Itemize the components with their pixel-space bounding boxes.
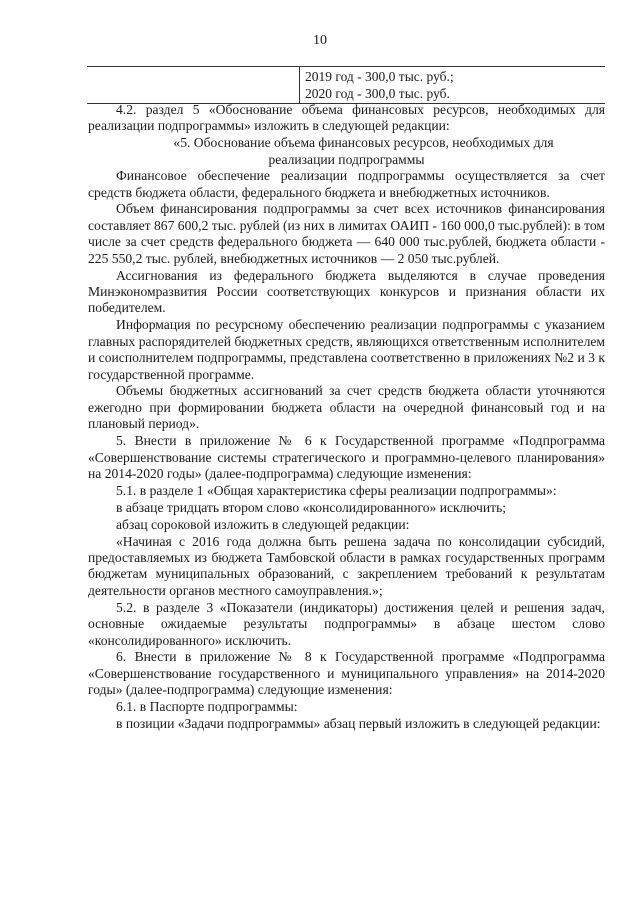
paragraph-quote-2016: «Начиная с 2016 года должна быть решена задача по консолидации субсидий, предоставляемых из бюджета Тамбовской области в рамках государственных программ бюджетам муниципальных образований, с закреплением требований к результатам деятельности органов местного самоуправления.»;	[88, 533, 605, 598]
paragraph-item-5-2: 5.2. в разделе 3 «Показатели (индикаторы) достижения целей и решения задач, основные ожидаемые результаты подпрограммы» в абзаце шестом слово «консолидированного» исключить.	[88, 599, 605, 648]
section-5-heading	[88, 135, 605, 168]
section-5-heading-line-1: «5. Обоснование объема финансовых ресурсов, необходимых для	[173, 135, 554, 151]
paragraph-federal: Ассигнования из федерального бюджета выделяются в случае проведения Минэкономразвития России соответствующих конкурсов и признания области их победителем.	[88, 267, 605, 316]
table-line-2020: 2020 год - 300,0 тыс. руб.	[305, 86, 450, 101]
paragraph-thirty-second: в абзаце тридцать втором слово «консолидированного» исключить;	[116, 499, 507, 515]
table-line-2019: 2019 год - 300,0 тыс. руб.;	[305, 69, 454, 84]
paragraph-item-5-1: 5.1. в разделе 1 «Общая характеристика сферы реализации подпрограммы»:	[116, 482, 557, 498]
document-body	[88, 102, 605, 733]
paragraph-allocations: Объемы бюджетных ассигнований за счет средств бюджета области уточняются ежегодно при формировании бюджета области на очередной финансовый год и на плановый период».	[88, 383, 605, 432]
paragraph-item-6-1: 6.1. в Паспорте подпрограммы:	[116, 699, 298, 715]
paragraph-tasks: в позиции «Задачи подпрограммы» абзац первый изложить в следующей редакции:	[116, 716, 601, 732]
paragraph-item-5: 5. Внести в приложение № 6 к Государственной программе «Подпрограмма «Совершенствование системы стратегического и программно-целевого планирования» на 2014-2020 годы» (далее-подпрограмма) следующие изменения:	[88, 433, 605, 481]
paragraph-4-2: 4.2. раздел 5 «Обоснование объема финансовых ресурсов, необходимых для реализации подпрограммы» изложить в следующей редакции:	[88, 102, 605, 134]
paragraph-volume: Объем финансирования подпрограммы за счет всех источников финансирования составляет 867 600,2 тыс. рублей (из них в лимитах ОАИП - 160 000,0 тыс.рублей): в том числе за счет средств федерального бюджета — 640 000 тыс.рублей, бюджета области - 225 550,2 тыс. рублей, внебюджетных источников — 2 050 тыс.рублей.	[88, 201, 605, 266]
paragraph-item-6: 6. Внести в приложение № 8 к Государственной программе «Подпрограмма «Совершенствование государственного и муниципального управления» на 2014-2020 годы» (далее-подпрограмма) следующие изменения:	[88, 649, 605, 698]
page-number: 10	[313, 33, 327, 48]
paragraph-financing: Финансовое обеспечение реализации подпрограммы осуществляется за счет средств бюджета области, федерального бюджета и внебюджетных источников.	[88, 168, 605, 200]
paragraph-resources: Информация по ресурсному обеспечению реализации подпрограммы с указанием главных распорядителей бюджетных средств, являющихся ответственным исполнителем и соисполнителем подпрограммы, представлена соответственно в приложениях №2 и 3 к государственной программе.	[88, 317, 605, 382]
continued-table	[87, 66, 605, 104]
section-5-heading-line-2: реализации подпрограммы	[268, 151, 425, 167]
paragraph-fortieth: абзац сороковой изложить в следующей редакции:	[116, 516, 410, 532]
table-left-cell	[87, 67, 300, 103]
table-right-cell	[305, 68, 454, 102]
